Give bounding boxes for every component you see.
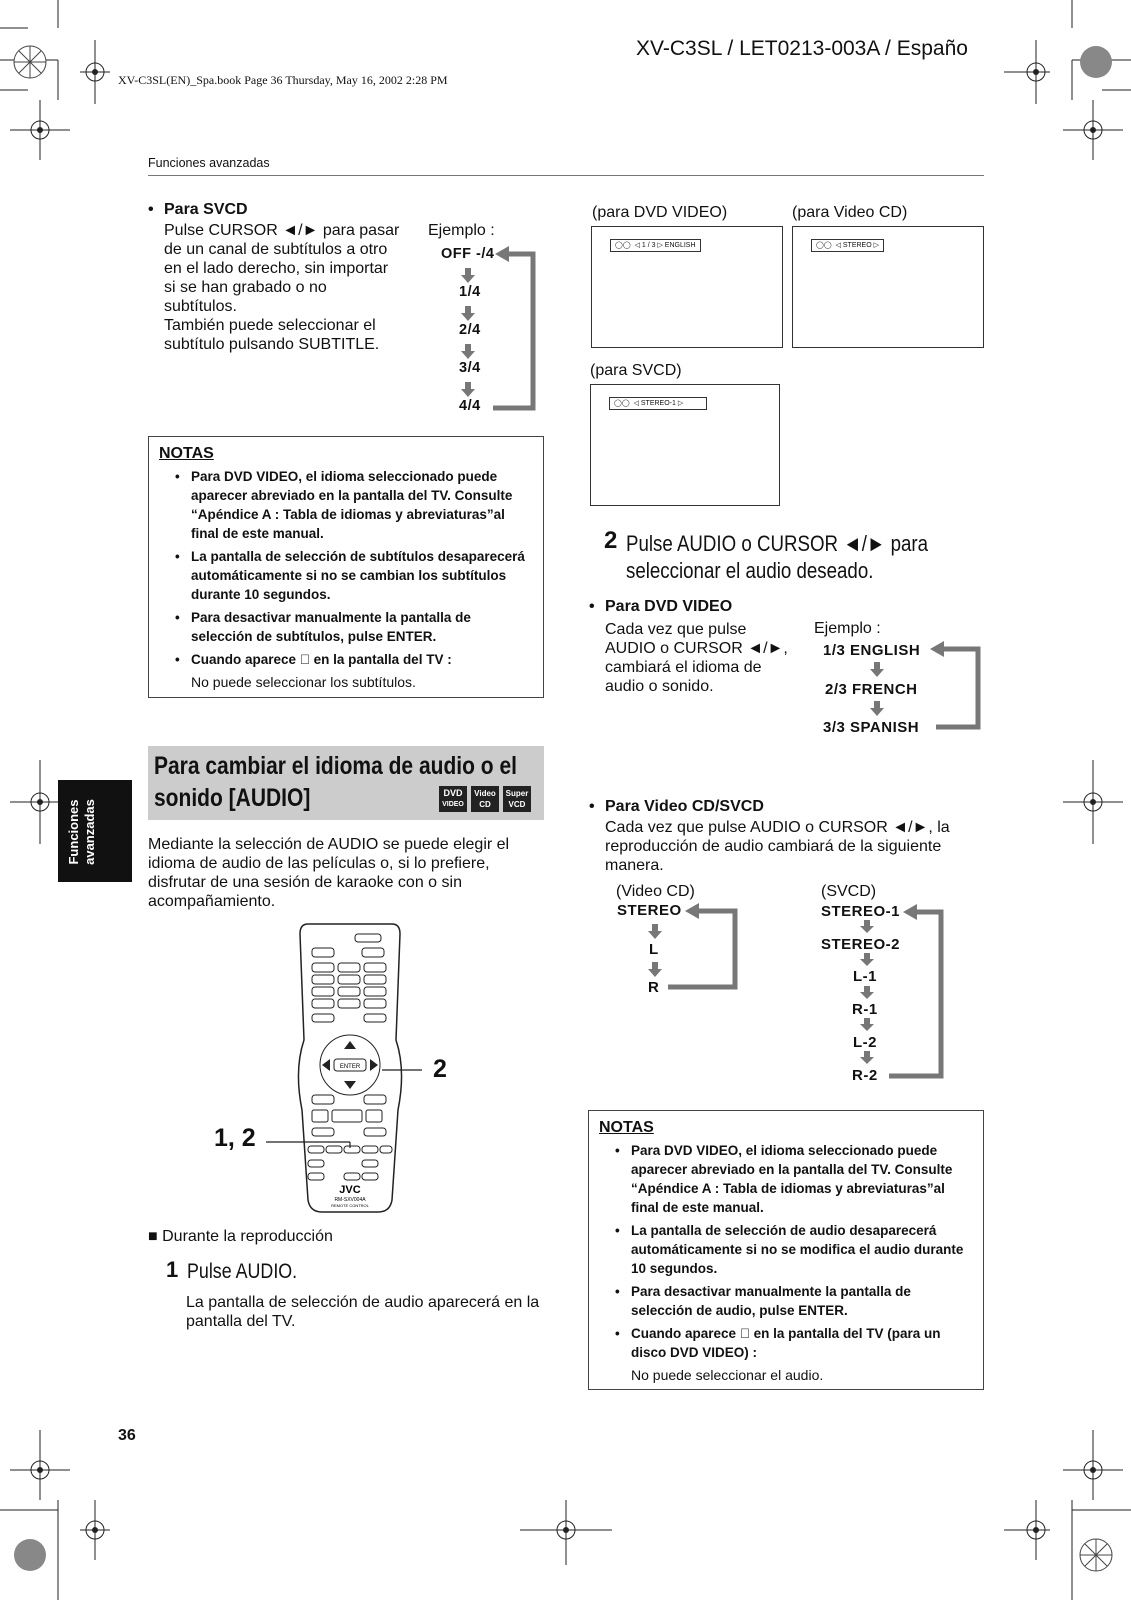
dvd-body	[605, 620, 795, 696]
screen-vcd	[792, 226, 984, 348]
svcd-seq-label: (SVCD)	[821, 883, 877, 900]
during-playback: ■ Durante la reproducción	[148, 1228, 333, 1245]
svcd-line-4: si se han grabado o no	[164, 279, 327, 296]
badge-dvd-video	[439, 786, 467, 812]
dvd-line-4: audio o sonido.	[605, 678, 714, 695]
dvd-sequence-arrows	[860, 640, 990, 735]
dvd-seq-1: 1/3 ENGLISH	[823, 642, 921, 659]
audio-icon: ◯◯	[614, 400, 630, 407]
svcd-seq-1: OFF -/4	[441, 246, 495, 262]
notes-subtitles-item-2: • La pantalla de selección de subtítulos desaparecerá automáticamente si no se cambian los subtítulos durante 10 segundos.	[159, 547, 533, 604]
notes-audio-item-2: • La pantalla de selección de audio desaparecerá automáticamente si no se modifica el audio durante 10 segundos.	[599, 1221, 973, 1278]
notes-subtitles	[148, 436, 544, 698]
remote-callout-2: 2	[433, 1055, 447, 1083]
notes-subtitles-title: NOTAS	[159, 445, 214, 462]
osd-vcd-text: ◁ STEREO ▷	[835, 242, 880, 249]
badge-video-cd	[471, 786, 499, 812]
svcd-line-5: subtítulos.	[164, 298, 237, 315]
screen-svcd	[590, 384, 780, 506]
remote-subtitle: REMOTE CONTROL	[331, 1203, 369, 1208]
dvd-line-3: cambiará el idioma de	[605, 659, 762, 676]
svcd-audio-sequence-arrows	[855, 900, 955, 1090]
osd-svcd	[609, 397, 707, 410]
notes-audio	[588, 1110, 984, 1390]
dvd-line-2: AUDIO o CURSOR ◄/►,	[605, 640, 788, 657]
dvd-line-1: Cada vez que pulse	[605, 621, 747, 638]
svcd-line-1: Pulse CURSOR ◄/► para pasar	[164, 222, 400, 239]
step2-line2: seleccionar el audio deseado.	[626, 558, 874, 583]
remote-model: RM-SXV004A	[334, 1197, 366, 1203]
vcd-heading: • Para Video CD/SVCD	[605, 797, 764, 816]
notes-subtitles-item-4: • Cuando aparece ⃠ en la pantalla del TV :	[159, 650, 533, 669]
side-tab-line1: Funciones	[66, 799, 81, 865]
svcd-seq-3: 2/4	[459, 322, 481, 338]
svcd-line-3: en el lado derecho, sin importar	[164, 260, 389, 277]
dvd-example-label: Ejemplo :	[814, 620, 881, 637]
audio-icon: ◯◯	[816, 242, 832, 249]
side-tab-line2: avanzadas	[82, 799, 97, 865]
badge-dvd-bottom: VIDEO	[442, 801, 464, 808]
svcd-example-label: Ejemplo :	[428, 222, 495, 239]
svcd-seq-2: 1/4	[459, 284, 481, 300]
svcd-line-2: de un canal de subtítulos a otro	[164, 241, 388, 258]
remote-enter-label: ENTER	[339, 1064, 361, 1070]
notes-audio-item-4: • Cuando aparece ⃠ en la pantalla del TV (para un disco DVD VIDEO) :	[599, 1324, 973, 1362]
step2-line1: Pulse AUDIO o CURSOR ◄/► para	[626, 531, 929, 556]
vcd-seq-1: STEREO	[617, 902, 682, 919]
header-rule	[148, 175, 984, 176]
vcd-body: Cada vez que pulse AUDIO o CURSOR ◄/►, la reproducción de audio cambiará de la siguiente manera.	[605, 819, 950, 874]
section-label: Funciones avanzadas	[148, 156, 270, 170]
section-heading	[148, 746, 544, 820]
svcd-seq-4: 3/4	[459, 360, 481, 376]
badge-svcd-top: Super	[505, 789, 529, 798]
svcd-seq-5: 4/4	[459, 398, 481, 414]
svcd-line-6: También puede seleccionar el	[164, 317, 376, 334]
svcd-heading: • Para SVCD	[164, 200, 248, 219]
dvd-seq-3: 3/3 SPANISH	[823, 719, 920, 736]
step1-number: 1	[166, 1257, 179, 1282]
svcd-audio-seq-2: STEREO-2	[821, 936, 901, 953]
badge-svcd-bottom: VCD	[508, 800, 526, 809]
notes-subtitles-item-3: • Para desactivar manualmente la pantalla de selección de subtítulos, pulse ENTER.	[159, 608, 533, 646]
svcd-audio-seq-3: L-1	[853, 968, 877, 985]
screen-dvd	[591, 226, 783, 348]
page-number: 36	[118, 1427, 136, 1444]
osd-vcd	[811, 239, 884, 252]
screen-dvd-label: (para DVD VIDEO)	[592, 204, 728, 221]
vcd-sequence-arrows	[640, 900, 740, 995]
svcd-audio-seq-1: STEREO-1	[821, 903, 901, 920]
screen-svcd-label: (para SVCD)	[590, 362, 682, 379]
svcd-audio-seq-4: R-1	[852, 1001, 878, 1018]
side-tab	[58, 780, 132, 882]
notes-audio-item-3: • Para desactivar manualmente la pantalla de selección de audio, pulse ENTER.	[599, 1282, 973, 1320]
badge-vcd-top: Video	[474, 789, 496, 798]
notes-subtitles-last: No puede seleccionar los subtítulos.	[191, 674, 416, 690]
osd-dvd	[610, 239, 701, 252]
badge-dvd-top: DVD	[443, 788, 463, 798]
vcd-seq-3: R	[648, 979, 660, 996]
book-info-line: XV-C3SL(EN)_Spa.book Page 36 Thursday, May 16, 2002 2:28 PM	[118, 73, 448, 87]
svcd-sequence-arrows	[455, 240, 545, 415]
section-heading-line1: Para cambiar el idioma de audio o el	[154, 752, 517, 780]
badge-vcd-bottom: CD	[479, 800, 491, 809]
document-title: XV-C3SL / LET0213-003A / Españo	[636, 37, 968, 60]
step1-body: La pantalla de selección de audio aparecerá en la pantalla del TV.	[186, 1294, 540, 1330]
remote-brand: JVC	[339, 1184, 361, 1196]
svcd-audio-seq-5: L-2	[853, 1034, 877, 1051]
remote-control-illustration	[200, 920, 500, 1220]
notes-audio-item-1: • Para DVD VIDEO, el idioma seleccionado puede aparecer abreviado en la pantalla del TV. Consulte “Apéndice A : Tabla de idiomas y abreviaturas”al final de este manual.	[599, 1141, 973, 1217]
intro-paragraph: Mediante la selección de AUDIO se puede elegir el idioma de audio de las películas o, si lo prefiere, disfrutar de una sesión de karaoke con o sin acompañamiento.	[148, 836, 510, 910]
badge-super-vcd	[503, 786, 531, 812]
svcd-audio-seq-6: R-2	[852, 1067, 878, 1084]
audio-icon: ◯◯	[615, 242, 631, 249]
remote-callout-1-2: 1, 2	[214, 1124, 256, 1152]
notes-audio-last: No puede seleccionar el audio.	[631, 1367, 824, 1383]
osd-svcd-text: ◁ STEREO-1 ▷	[633, 400, 684, 407]
dvd-seq-2: 2/3 FRENCH	[825, 681, 918, 698]
osd-dvd-text: ◁ 1 / 3 ▷ ENGLISH	[634, 242, 696, 249]
dvd-heading: • Para DVD VIDEO	[605, 597, 732, 616]
svcd-line-7: subtítulo pulsando SUBTITLE.	[164, 336, 380, 353]
section-heading-line2: sonido [AUDIO]	[154, 784, 311, 812]
step2-number: 2	[604, 527, 618, 554]
notes-subtitles-item-1: • Para DVD VIDEO, el idioma seleccionado puede aparecer abreviado en la pantalla del TV. Consulte “Apéndice A : Tabla de idiomas y abreviaturas”al final de este manual.	[159, 467, 533, 543]
svcd-body	[164, 221, 424, 354]
screen-vcd-label: (para Video CD)	[792, 204, 908, 221]
vcd-seq-label: (Video CD)	[616, 883, 695, 900]
notes-audio-title: NOTAS	[599, 1119, 654, 1136]
step1-title: Pulse AUDIO.	[187, 1260, 298, 1283]
vcd-seq-2: L	[649, 941, 659, 958]
